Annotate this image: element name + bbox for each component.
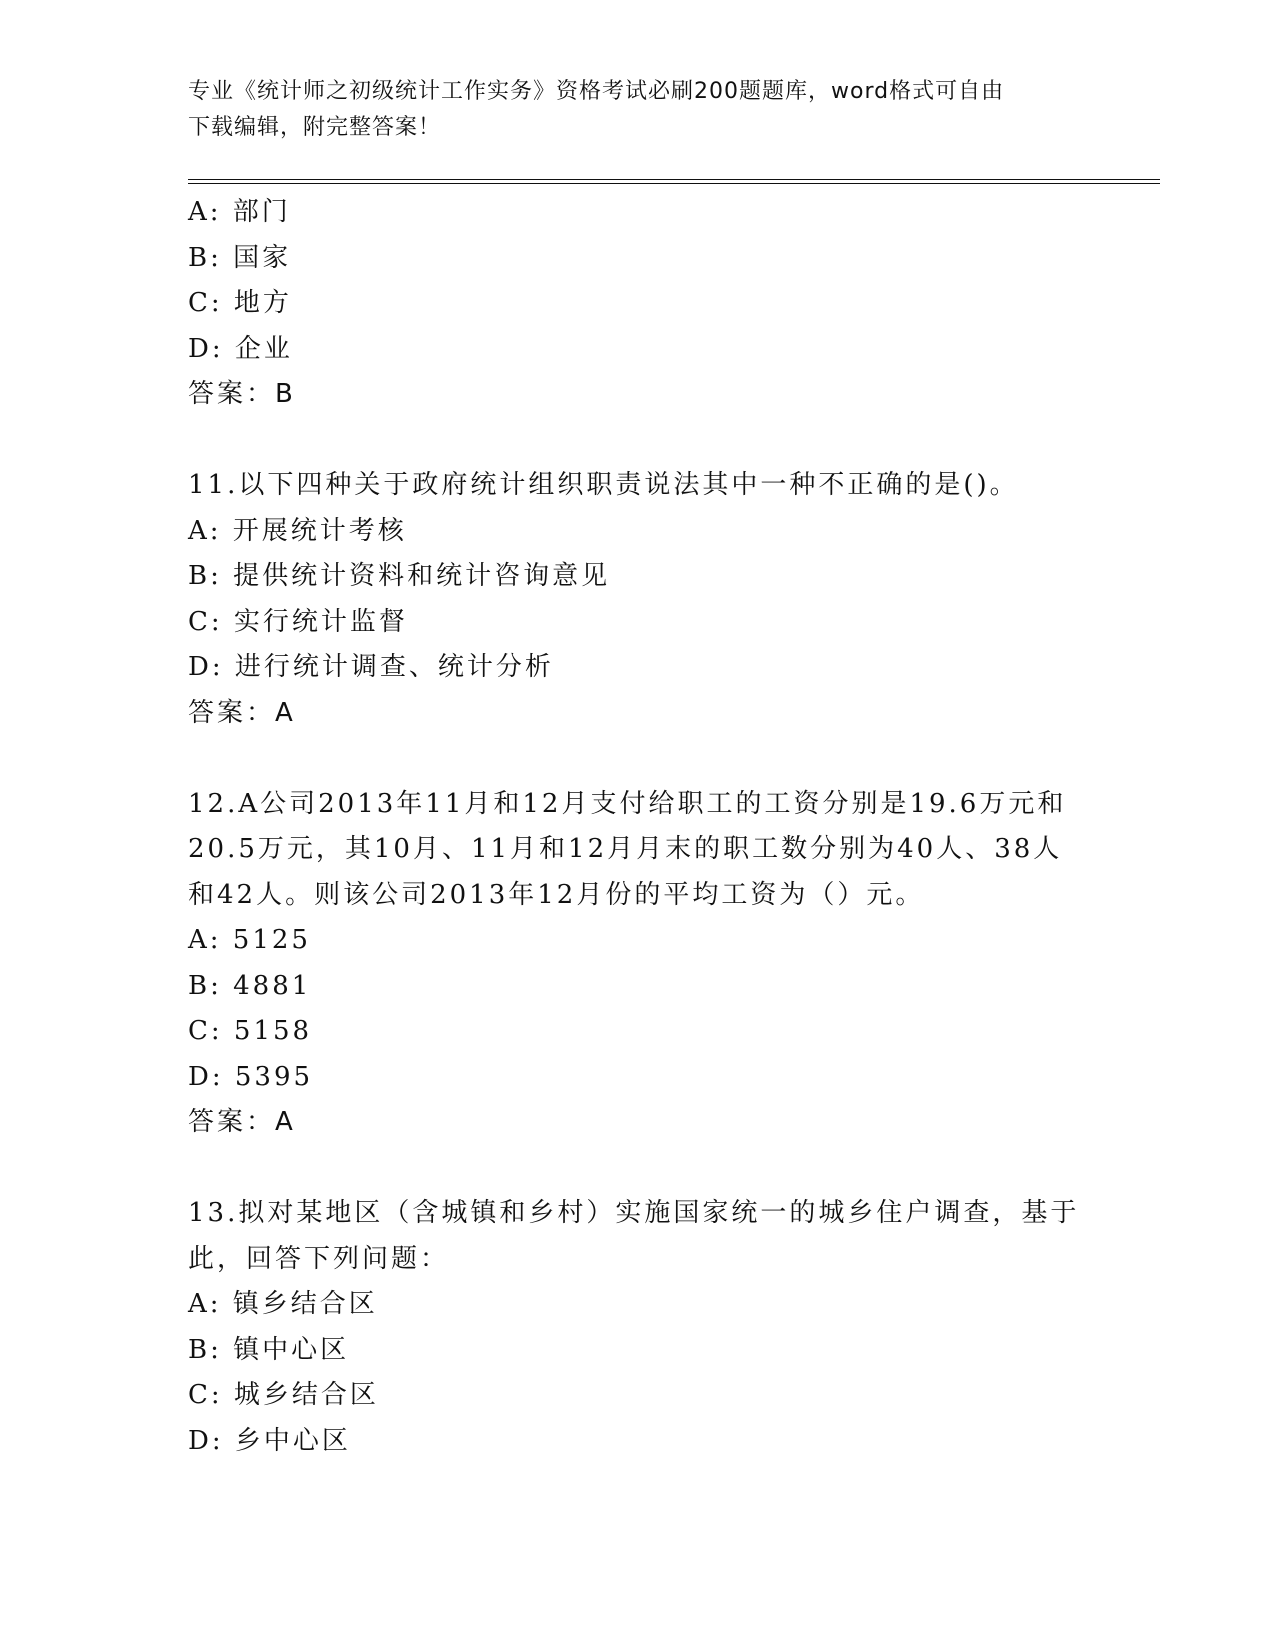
option-a: A: 开展统计考核 <box>188 515 407 546</box>
option-d: D: 乡中心区 <box>188 1425 351 1456</box>
question-11 <box>188 463 1088 736</box>
question-10 <box>188 190 1088 418</box>
document-body <box>188 190 1088 1464</box>
answer: 答案：A <box>188 697 296 728</box>
question-text-line-2: 20.5万元，其10月、11月和12月月末的职工数分别为40人、38人 <box>188 834 1063 864</box>
option-a: A: 部门 <box>188 197 291 227</box>
answer: 答案：A <box>188 1107 296 1137</box>
question-text: 11.以下四种关于政府统计组织职责说法其中一种不正确的是()。 <box>188 470 1019 500</box>
option-a: A: 镇乡结合区 <box>188 1289 378 1319</box>
spacer <box>188 1146 1088 1192</box>
option-b: B: 4881 <box>188 970 312 1001</box>
option-b: B: 国家 <box>188 242 292 273</box>
option-c: C: 实行统计监督 <box>188 606 408 637</box>
option-c: C: 城乡结合区 <box>188 1380 379 1410</box>
question-12 <box>188 782 1088 1146</box>
option-b: B: 镇中心区 <box>188 1334 350 1365</box>
option-c: C: 地方 <box>188 288 292 318</box>
spacer <box>188 418 1088 464</box>
option-d: D: 5395 <box>188 1061 314 1092</box>
question-text-line-3: 和42人。则该公司2013年12月份的平均工资为（）元。 <box>188 879 925 910</box>
question-text-line-1: 12.A公司2013年11月和12月支付给职工的工资分别是19.6万元和 <box>188 788 1067 819</box>
header-divider-bottom <box>188 183 1160 184</box>
question-text-line-1: 13.拟对某地区（含城镇和乡村）实施国家统一的城乡住户调查，基于 <box>188 1198 1080 1228</box>
question-13 <box>188 1191 1088 1464</box>
option-c: C: 5158 <box>188 1016 313 1046</box>
answer: 答案：B <box>188 379 296 409</box>
header-line-1: 专业《统计师之初级统计工作实务》资格考试必刷200题题库，word格式可自由 <box>188 79 1005 104</box>
option-d: D: 企业 <box>188 333 293 364</box>
header-line-2: 下载编辑，附完整答案！ <box>188 115 442 140</box>
spacer <box>188 736 1088 782</box>
option-a: A: 5125 <box>188 925 311 955</box>
header-divider-top <box>188 179 1160 180</box>
option-b: B: 提供统计资料和统计咨询意见 <box>188 561 611 591</box>
question-text-line-2: 此，回答下列问题： <box>188 1243 450 1274</box>
document-header <box>188 74 1088 146</box>
option-d: D: 进行统计调查、统计分析 <box>188 652 554 682</box>
